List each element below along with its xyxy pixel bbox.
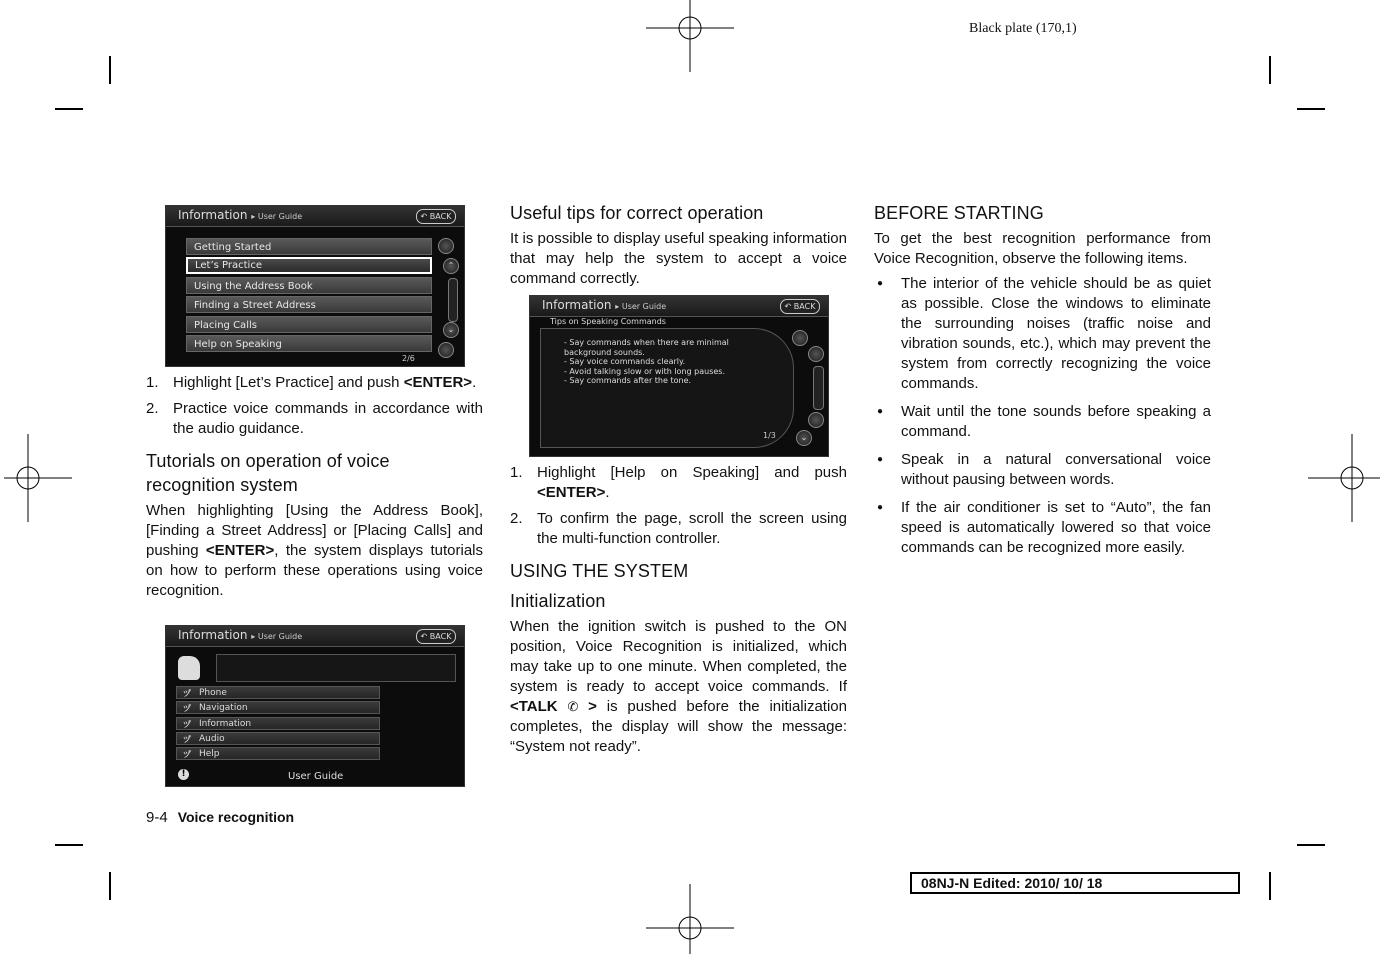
registration-mark-icon — [646, 0, 734, 72]
registration-mark-icon — [0, 434, 72, 522]
back-button[interactable]: ↶ BACK — [780, 299, 820, 314]
crop-mark — [1269, 56, 1271, 84]
section-name: Voice recognition — [177, 809, 295, 825]
section-heading: USING THE SYSTEM — [510, 561, 689, 581]
list-item: 1. Highlight [Help on Speaking] and push <ENTER>. — [510, 464, 847, 501]
screen-title-bar — [166, 626, 464, 647]
scroll-knob-icon[interactable] — [792, 330, 808, 346]
crop-mark — [109, 56, 111, 84]
scroll-up-icon[interactable]: ⌃ — [443, 258, 459, 274]
scroll-knob-icon[interactable] — [438, 238, 454, 254]
edit-stamp: 08NJ-N Edited: 2010/ 10/ 18 — [910, 872, 1240, 894]
info-icon: ! — [178, 769, 189, 780]
menu-item-selected[interactable]: Let’s Practice — [186, 257, 432, 274]
list-item: ● If the air conditioner is set to “Auto”, the fan speed is automatically lowered so that voice commands can be recognized more easily. — [874, 498, 1211, 558]
voice-input-field — [216, 654, 456, 682]
screen-title: Information ▸ User Guide — [542, 298, 667, 312]
paragraph: It is possible to display useful speaking information that may help the system to accept a voice command correctly. — [510, 230, 847, 287]
screen-footer-label: User Guide — [288, 771, 344, 782]
section-heading: BEFORE STARTING — [874, 203, 1044, 223]
list-item: 2. To confirm the page, scroll the screen using the multi-function controller. — [510, 510, 847, 547]
menu-item[interactable]: Using the Address Book — [186, 277, 432, 294]
menu-item[interactable]: Placing Calls — [186, 316, 432, 333]
voice-command-screen — [165, 625, 465, 787]
page-number: 9-4 — [146, 809, 168, 826]
registration-mark-icon — [646, 884, 734, 972]
scroll-down-icon[interactable]: ⌄ — [443, 322, 459, 338]
voice-menu-item[interactable]: ヅ Audio — [176, 732, 380, 745]
voice-menu-item[interactable]: ヅ Phone — [176, 686, 380, 699]
subsection-heading: Initialization — [510, 591, 606, 611]
crop-mark — [1297, 844, 1325, 846]
page-indicator: 2/6 — [402, 354, 415, 363]
paragraph: When the ignition switch is pushed to the ON position, Voice Recognition is initialized, which may take up to one minute. When completed, the system is ready to accept voice commands. If <TALK ✆ > is pushed before the initialization completes, the display will show the message: “System not ready”. — [510, 618, 847, 755]
voice-menu-item[interactable]: ヅ Navigation — [176, 701, 380, 714]
crop-mark — [109, 872, 111, 900]
voice-icon: ヅ — [183, 735, 191, 744]
tips-header: Tips on Speaking Commands — [550, 317, 666, 326]
crop-mark — [55, 844, 83, 846]
voice-menu-item[interactable]: ヅ Information — [176, 717, 380, 730]
voice-icon: ヅ — [183, 750, 191, 759]
talk-icon: ✆ — [567, 699, 579, 714]
list-item: 1. Highlight [Let’s Practice] and push <ENTER>. — [146, 374, 477, 391]
list-item: ● The interior of the vehicle should be as quiet as possible. Close the windows to eliminate the surrounding noises (traffic noise and vibration sounds, etc.), which may prevent the system from correctly recognizing the voice commands. — [874, 274, 1211, 394]
crop-mark — [1297, 108, 1325, 110]
scroll-down-icon[interactable]: ⌄ — [796, 430, 812, 446]
tips-screen — [529, 295, 829, 457]
crop-mark — [55, 108, 83, 110]
back-button[interactable]: ↶ BACK — [416, 629, 456, 644]
voice-icon: ヅ — [183, 704, 191, 713]
voice-head-icon — [178, 656, 200, 680]
section-heading: Useful tips for correct operation — [510, 203, 764, 223]
menu-item[interactable]: Getting Started — [186, 238, 432, 255]
left-column-text — [146, 373, 483, 601]
registration-mark-icon — [1308, 434, 1381, 522]
scroll-knob-icon[interactable] — [808, 346, 824, 362]
list-item: ● Speak in a natural conversational voice without pausing between words. — [874, 450, 1211, 490]
plate-label: Black plate (170,1) — [969, 21, 1077, 36]
voice-icon: ヅ — [183, 689, 191, 698]
list-item: 2. Practice voice commands in accordance with the audio guidance. — [146, 400, 483, 437]
steps-list — [146, 373, 483, 439]
user-guide-menu-screen — [165, 205, 465, 367]
scrollbar[interactable] — [448, 278, 458, 322]
back-button[interactable]: ↶ BACK — [416, 209, 456, 224]
voice-menu-item[interactable]: ヅ Help — [176, 747, 380, 760]
middle-column-top — [510, 201, 847, 289]
screen-title: Information ▸ User Guide — [178, 628, 303, 642]
steps-list — [510, 463, 847, 549]
crop-mark — [1269, 872, 1271, 900]
page-indicator: 1/3 — [763, 431, 776, 440]
middle-column-bottom — [510, 463, 847, 757]
right-column — [874, 201, 1211, 566]
paragraph: To get the best recognition performance from Voice Recognition, observe the following items. — [874, 230, 1211, 267]
scroll-knob-icon[interactable] — [438, 342, 454, 358]
voice-icon: ヅ — [183, 720, 191, 729]
screen-title: Information ▸ User Guide — [178, 208, 303, 222]
section-heading: Tutorials on operation of voice recognition system — [146, 451, 390, 495]
page-footer — [146, 809, 294, 826]
screen-title-bar — [530, 296, 828, 317]
tips-text: - Say commands when there are minimal background sounds. - Say voice commands clearly. - Avoid talking slow or with long pauses. - Say commands after the tone. — [564, 338, 729, 385]
menu-item[interactable]: Help on Speaking — [186, 335, 432, 352]
scroll-knob-icon[interactable] — [808, 412, 824, 428]
list-item: ● Wait until the tone sounds before speaking a command. — [874, 402, 1211, 442]
scrollbar[interactable] — [813, 366, 824, 410]
paragraph: When highlighting [Using the Address Book], [Finding a Street Address] or [Placing Calls] and pushing <ENTER>, the system displays tutorials on how to perform these operations using voice recognition. — [146, 502, 483, 599]
bullet-list — [874, 274, 1211, 558]
screen-title-bar — [166, 206, 464, 227]
menu-item[interactable]: Finding a Street Address — [186, 296, 432, 313]
